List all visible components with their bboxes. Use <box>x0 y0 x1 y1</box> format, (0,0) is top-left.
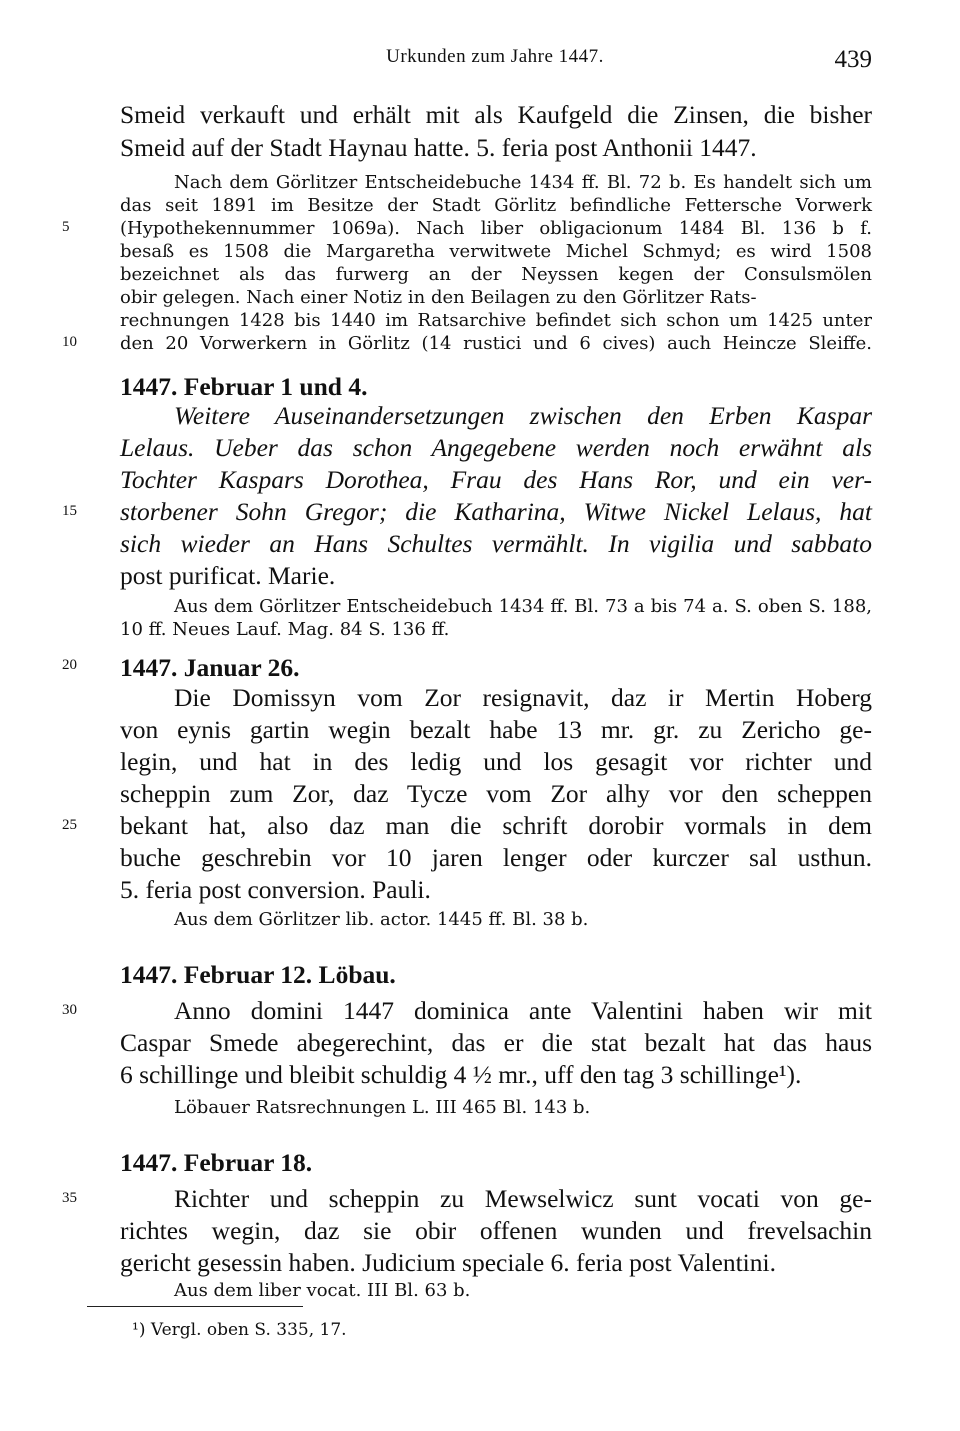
entry-heading: 1447. Februar 1 und 4. <box>120 372 368 401</box>
body-line: Tochter Kaspars Dorothea, Frau des Hans Ror, und ein ver- <box>120 465 872 494</box>
body-line: richtes wegin, daz sie obir offenen wunden und frevelsachin <box>120 1216 872 1245</box>
line-number: 35 <box>62 1190 77 1206</box>
line-number: 5 <box>62 219 70 235</box>
line-number: 10 <box>62 334 77 350</box>
source-line: Aus dem Görlitzer Entscheidebuch 1434 ff. Bl. 73 a bis 74 a. S. oben S. 188, <box>174 596 872 617</box>
body-line: 5. feria post conversion. Pauli. <box>120 875 431 904</box>
note-line: Nach dem Görlitzer Entscheidebuche 1434 ff. Bl. 72 b. Es handelt sich um <box>174 172 872 193</box>
footnote: ¹) Vergl. oben S. 335, 17. <box>132 1320 347 1340</box>
source-line: Aus dem Görlitzer lib. actor. 1445 ff. Bl. 38 b. <box>174 909 589 930</box>
body-line: Lelaus. Ueber das schon Angegebene werden noch erwähnt als <box>120 433 872 462</box>
body-line: von eynis gartin wegin bezalt habe 13 mr. gr. zu Zericho ge- <box>120 715 872 744</box>
body-line: Smeid verkauft und erhält mit als Kaufgeld die Zinsen, die bisher <box>120 100 872 129</box>
footnote-rule <box>87 1306 303 1307</box>
body-line: Caspar Smede abegerechint, das er die stat bezalt hat das haus <box>120 1028 872 1057</box>
body-line: legin, und hat in des ledig und los gesagit vor richter und <box>120 747 872 776</box>
note-line: das seit 1891 im Besitze der Stadt Görlitz befindliche Fettersche Vorwerk <box>120 195 872 216</box>
page-number: 439 <box>834 46 872 73</box>
note-line: obir gelegen. Nach einer Notiz in den Beilagen zu den Görlitzer Rats- <box>120 287 757 308</box>
note-line: den 20 Vorwerkern in Görlitz (14 rustici und 6 cives) auch Heincze Sleiffe. <box>120 333 872 354</box>
body-line: storbener Sohn Gregor; die Katharina, Witwe Nickel Lelaus, hat <box>120 497 872 526</box>
note-line: (Hypothekennummer 1069a). Nach liber obligacionum 1484 Bl. 136 b f. <box>120 218 872 239</box>
note-line: besaß es 1508 die Margaretha verwitwete Michel Schmyd; es wird 1508 <box>120 241 872 262</box>
body-line: gericht gesessin haben. Judicium speciale 6. feria post Valentini. <box>120 1248 776 1277</box>
body-line: Die Domissyn vom Zor resignavit, daz ir Mertin Hoberg <box>174 683 872 712</box>
running-head <box>118 46 872 76</box>
line-number: 25 <box>62 817 77 833</box>
entry-heading: 1447. Februar 18. <box>120 1148 313 1177</box>
body-line: scheppin zum Zor, daz Tycze vom Zor alhy vor den scheppen <box>120 779 872 808</box>
note-line: rechnungen 1428 bis 1440 im Ratsarchive befindet sich schon um 1425 unter <box>120 310 872 331</box>
body-line: Richter und scheppin zu Mewselwicz sunt vocati von ge- <box>174 1184 872 1213</box>
line-number: 20 <box>62 657 77 673</box>
body-line: sich wieder an Hans Schultes vermählt. In vigilia und sabbato <box>120 529 872 558</box>
body-line: bekant hat, also daz man die schrift dorobir vormals in dem <box>120 811 872 840</box>
source-line: Löbauer Ratsrechnungen L. III 465 Bl. 143 b. <box>174 1097 591 1118</box>
body-line: buche geschrebin vor 10 jaren lenger oder kurczer sal usthun. <box>120 843 872 872</box>
entry-heading: 1447. Januar 26. <box>120 653 300 682</box>
entry-heading: 1447. Februar 12. Löbau. <box>120 960 396 989</box>
body-line: Smeid auf der Stadt Haynau hatte. 5. feria post Anthonii 1447. <box>120 133 757 162</box>
body-line: 6 schillinge und bleibit schuldig 4 ½ mr., uff den tag 3 schillinge¹). <box>120 1060 802 1089</box>
note-line: bezeichnet als das furwerg an der Neyssen kegen der Consulsmölen <box>120 264 872 285</box>
body-line: Anno domini 1447 dominica ante Valentini haben wir mit <box>174 996 872 1025</box>
source-line: Aus dem liber vocat. III Bl. 63 b. <box>174 1280 471 1301</box>
body-line: post purificat. Marie. <box>120 561 336 590</box>
running-title: Urkunden zum Jahre 1447. <box>386 46 604 67</box>
line-number: 15 <box>62 503 77 519</box>
body-line: Weitere Auseinandersetzungen zwischen den Erben Kaspar <box>174 401 872 430</box>
line-number: 30 <box>62 1002 77 1018</box>
source-line: 10 ff. Neues Lauf. Mag. 84 S. 136 ff. <box>120 619 450 640</box>
